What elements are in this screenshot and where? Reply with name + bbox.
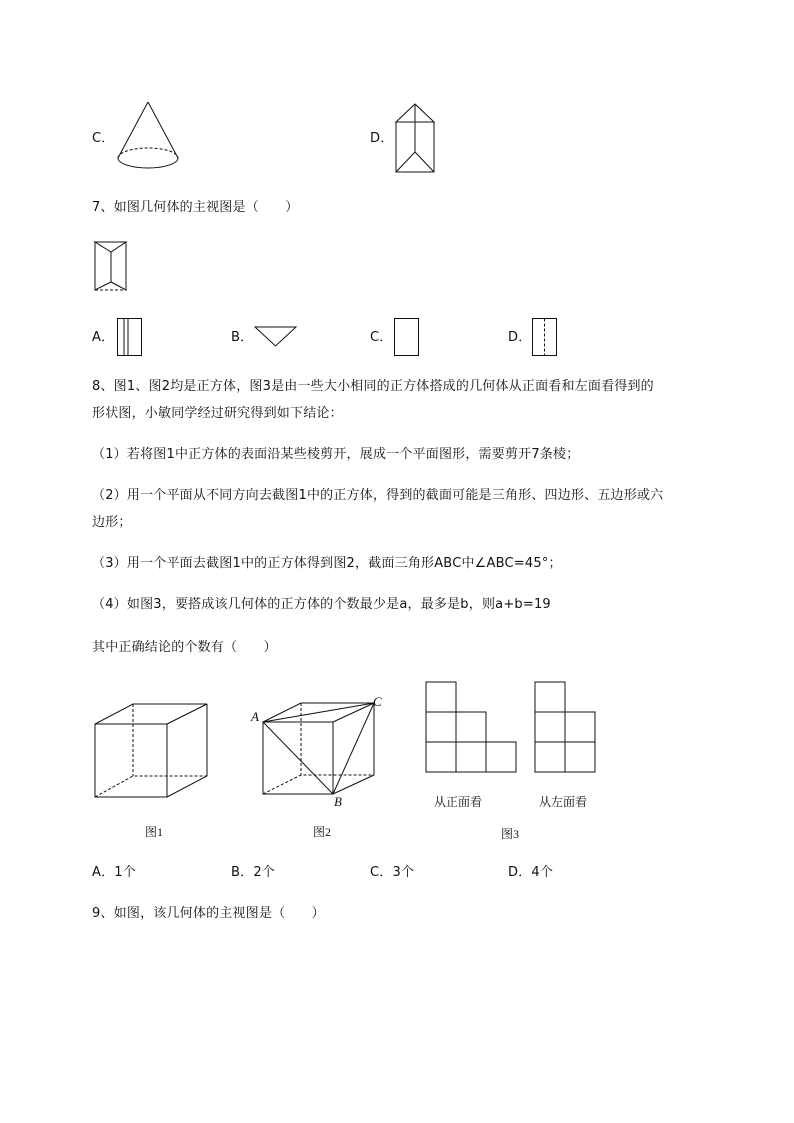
q8-option-d[interactable]: D．4个 <box>508 865 554 880</box>
q8-figure-3-caption: 图3 <box>501 827 520 841</box>
q6-option-d-label: D． <box>370 131 394 146</box>
q8-option-b[interactable]: B．2个 <box>231 865 275 880</box>
triangular-prism-figure <box>394 102 440 176</box>
front-view-caption: 从正面看 <box>434 795 483 809</box>
q8-stem-line2: 形状图，小敏同学经过研究得到如下结论： <box>92 406 343 421</box>
front-view-grid <box>426 682 516 772</box>
q9-stem: 9、如图，该几何体的主视图是（ ） <box>92 906 325 921</box>
q8-figure-3-views <box>420 678 610 843</box>
q7-option-a-label: A． <box>92 330 115 345</box>
q7-option-c-figure[interactable] <box>394 318 420 358</box>
q8-option-c[interactable]: C．3个 <box>370 865 415 880</box>
q7-stem: 7、如图几何体的主视图是（ ） <box>92 200 299 215</box>
left-view-caption: 从左面看 <box>539 795 588 809</box>
q8-figure-2-caption: 图2 <box>313 825 332 839</box>
q7-prism-figure <box>93 240 129 296</box>
q8-label-b: B <box>334 794 342 809</box>
q8-conclusion-2-line2: 边形； <box>92 515 132 530</box>
q8-conclusion-2-line1: （2）用一个平面从不同方向去截图1中的正方体，得到的截面可能是三角形、四边形、五边形或六 <box>92 488 664 503</box>
q7-option-b-figure[interactable] <box>254 326 298 348</box>
q8-figure-1-caption: 图1 <box>145 825 164 839</box>
q7-option-d-figure[interactable] <box>532 318 558 358</box>
q8-label-c: C <box>373 694 382 709</box>
q8-conclusion-4: （4）如图3，要搭成该几何体的正方体的个数最少是a，最多是b，则a+b=19 <box>92 597 551 612</box>
q8-stem-line1: 8、图1、图2均是正方体，图3是由一些大小相同的正方体搭成的几何体从正面看和左面看得到的 <box>92 379 654 394</box>
q8-conclusion-1: （1）若将图1中正方体的表面沿某些棱剪开，展成一个平面图形，需要剪开7条棱； <box>92 447 580 462</box>
cone-figure <box>116 100 182 174</box>
q7-option-b-label: B． <box>231 330 254 345</box>
q8-question: 其中正确结论的个数有（ ） <box>92 640 277 655</box>
q7-option-c-label: C． <box>370 330 393 345</box>
q8-figure-2-cube-section <box>248 690 398 845</box>
q8-conclusion-3: （3）用一个平面去截图1中的正方体得到图2，截面三角形ABC中∠ABC=45°； <box>92 556 562 571</box>
q7-option-d-label: D． <box>508 330 532 345</box>
q6-option-c-label: C． <box>92 131 115 146</box>
q8-label-a: A <box>251 709 259 724</box>
q8-option-a[interactable]: A．1个 <box>92 865 136 880</box>
left-view-grid <box>535 682 595 772</box>
q8-figure-1-cube <box>90 700 220 845</box>
q7-option-a-figure[interactable] <box>117 318 143 358</box>
